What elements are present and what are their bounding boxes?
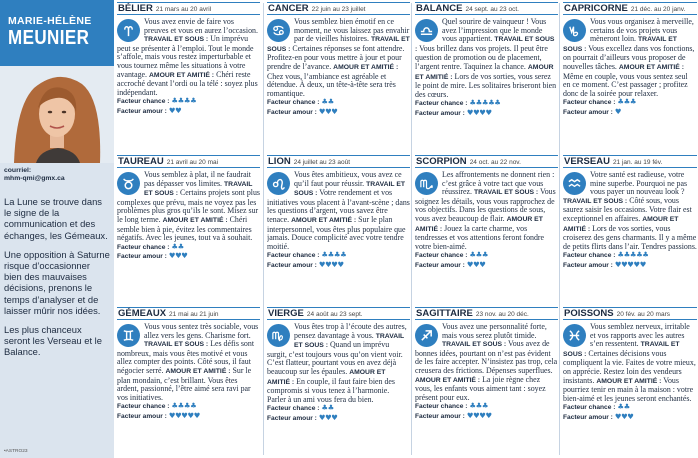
sign-header [267,307,410,320]
love-label: AMOUR ET AMITIÉ : [267,368,386,386]
email-label: courriel: [4,167,32,174]
sign-lead: Les affrontements ne donnent rien : c’est grâce à votre tact que vous réussirez. [442,170,555,197]
sign-lead: Vous êtes ambitieux, vous avez ce qu’il faut pour réussir. [294,170,402,188]
sign-lead: Vous vous organisez à merveille, certains de vos projets vous mèneront loin. [590,17,694,44]
work-label: TRAVAIL ET SOUS : [563,341,680,358]
sign-dates: 24 août au 23 sept. [306,311,363,318]
love-label: AMOUR ET AMITIÉ : [415,376,481,384]
love-factor-label: Facteur amour : [415,261,465,269]
heart-rating: ♥♥♥ [466,259,486,269]
sign-dates: 20 fév. au 20 mars [616,311,670,318]
love-factor-label: Facteur amour : [117,253,167,261]
luck-factor-label: Facteur chance : [267,405,320,413]
horoscope-poissons [563,307,697,457]
work-text: Les défis sont nombreux, mais vous êtes motivé et vous allez compter des points. Côté sous, il faut négocier serré. [117,339,255,375]
aries-icon [117,19,140,42]
taurus-icon [117,172,140,195]
author-last-name: MEUNIER [8,27,90,49]
luck-factor [415,251,558,261]
luck-factor-label: Facteur chance : [267,252,320,260]
work-text: Vous soignez les détails, vous vous rapprochez de vos objectifs. Dans les questions de sous, vous avez beaucoup de flair. [415,187,556,223]
heart-rating: ♥♥♥♥ [466,410,492,420]
love-factor [415,412,558,422]
luck-factor-label: Facteur chance : [267,99,320,107]
work-text: Vous avez de bonnes idées, pourtant on n’est pas évident de les faire accepter. N’insistez pas trop, cela creusera des frictions. Dépenses superflues. [415,339,558,375]
work-text: Côté sous, vous saurez saisir les occasions. Votre flair est exceptionnel en affaires. [563,195,692,223]
leo-icon [267,172,290,195]
sign-dates: 24 juillet au 23 août [293,159,351,166]
love-factor [267,261,410,271]
horoscope-balance [415,2,558,152]
virgo-icon [267,324,290,347]
sign-body [267,18,410,118]
cancer-icon [267,19,290,42]
heart-rating: ♥ [614,106,622,116]
sagittarius-icon [415,324,438,347]
work-text: Vous excellez dans vos fonctions, on pourrait d’ailleurs vous proposer de nouvelles tâches. [563,43,695,71]
author-email [4,167,65,183]
love-factor [415,109,558,119]
horoscope-belier [117,2,260,152]
sign-dates: 21 mai au 21 juin [169,311,219,318]
clover-rating: ♣♣♣♣ [171,96,197,106]
sign-name: BALANCE [416,3,463,14]
luck-factor-label: Facteur chance : [415,403,468,411]
luck-factor-label: Facteur chance : [415,100,468,108]
love-label: AMOUR ET AMITIÉ : [162,216,228,224]
love-text: Sur le plan interpersonnel, vous êtes plus populaire que jamais. Douce complicité avec votre tendre moitié. [267,214,406,251]
column-divider [263,3,264,455]
sign-dates: 21 déc. au 20 janv. [630,6,686,13]
clover-rating: ♣♣ [171,241,184,251]
sign-header [415,155,558,168]
love-label: AMOUR ET AMITIÉ : [415,63,554,81]
intro-paragraph: La Lune se trouve dans le signe de la communication et des échanges, les Gémeaux. [4,196,108,241]
work-label: TRAVAIL ET SOUS : [294,180,406,198]
sign-body [415,323,558,422]
author-banner [0,0,114,66]
luck-factor-label: Facteur chance : [117,243,170,251]
horoscope-gemeaux [117,307,260,457]
sign-name: LION [268,156,291,167]
sign-body [563,323,697,423]
sign-body [117,171,260,262]
sign-body [117,18,260,117]
sign-header [117,155,260,168]
clover-rating: ♣♣ [321,403,334,413]
luck-factor-label: Facteur chance : [117,403,170,411]
horoscope-lion [267,155,410,303]
heart-rating: ♥♥♥ [168,251,188,261]
sign-body [117,323,260,422]
sign-body [267,323,410,424]
horoscope-verseau [563,155,697,303]
sign-lead: Vous semblez à plat, il ne faudrait pas dépasser vos limites. [144,170,252,188]
luck-factor-label: Facteur chance : [415,252,468,260]
luck-factor-label: Facteur chance : [563,99,616,107]
horoscope-capricorne [563,2,697,152]
author-first-name: MARIE-HÉLÈNE [8,15,92,27]
sign-header [415,307,558,320]
luck-factor [267,98,410,108]
sign-lead: Vous êtes trop à l’écoute des autres, pensez davantage à vous. [294,322,407,340]
libra-icon [415,19,438,42]
luck-factor-label: Facteur chance : [563,252,616,260]
sign-dates: 21 avril au 20 mai [166,159,219,166]
clover-rating: ♣♣♣ [617,97,637,107]
sign-header [415,2,558,15]
love-factor [563,108,697,118]
sign-name: BÉLIER [118,3,153,14]
intro-paragraph: Une opposition à Saturne risque d’occasionner bien des mauvaises décisions, prenons le temps d’analyser et de laisser mûrir nos idées. [4,248,110,316]
sign-header [563,2,697,15]
sign-header [267,2,410,15]
love-factor [563,413,697,423]
love-label: AMOUR ET AMITIÉ : [618,63,684,71]
work-label: TRAVAIL ET SOUS : [474,189,539,197]
author-photo [0,66,114,163]
luck-factor [267,404,410,414]
sign-lead: Vous semblez nerveux, irritable et vos rapports avec les autres s’en ressentent. [590,322,690,349]
work-text: Certaines décisions vous compliquent la vie. Faites de votre mieux, on apprécie. Restez loin des vendeurs insistants. [563,348,696,385]
clover-rating: ♣♣♣ [469,401,489,411]
love-factor [117,107,260,117]
love-label: AMOUR ET AMITIÉ : [165,367,231,375]
love-text: Lors de vos sorties, vous serez le point de mire. Les solitaires briseront bien des cœurs. [415,71,557,99]
love-factor [267,108,410,118]
love-factor-label: Facteur amour : [267,414,317,422]
love-text: Vous pourriez tenir en main à la maison : votre bien-aimé et les jeunes seront enchantés. [563,375,694,403]
sign-name: POISSONS [564,308,614,319]
sign-lead: Vous avez envie de faire vos preuves et vous en aurez l’occasion. [144,17,258,35]
work-label: TRAVAIL ET SOUS : [144,36,209,44]
heart-rating: ♥♥ [168,105,182,115]
sign-lead: Vous avez une personnalité forte, mais vous serez plutôt timide. [442,322,547,340]
love-label: AMOUR ET AMITIÉ : [596,377,662,385]
sign-lead: Votre santé est radieuse, votre mine superbe. Pourquoi ne pas vous payer un nouveau look ? [590,170,688,197]
photo-credit: •ASTRO23 [4,449,28,454]
email-address: mhm-qmi@gmx.ca [4,175,65,182]
sign-header [267,155,410,168]
sign-name: CANCER [268,3,309,14]
luck-factor [563,98,697,108]
work-label: TRAVAIL ET SOUS : [144,180,253,198]
luck-factor-label: Facteur chance : [563,404,616,412]
clover-rating: ♣♣ [321,97,334,107]
sign-name: SAGITTAIRE [416,308,473,319]
work-text: Vous brillez dans vos projets. Il peut être question de promotion ou de placement, l’argent rentre. Taquinez la chance. [415,43,548,71]
sign-dates: 24 sept. au 23 oct. [465,6,519,13]
column-divider [559,3,560,455]
luck-factor [117,243,260,253]
love-text: Sur le plan mondain, c’est brillant. Vous êtes ardent, passionné, l’être aimé sera ravi par vos initiatives. [117,365,252,402]
heart-rating: ♥♥♥♥♥ [168,410,200,420]
love-factor-label: Facteur amour : [563,413,613,421]
gemini-icon [117,324,140,347]
horoscope-cancer [267,2,410,152]
work-label: TRAVAIL ET SOUS : [563,36,677,53]
sign-body [563,18,697,118]
sign-body [415,18,558,119]
horoscope-sagittaire [415,307,558,457]
love-factor-label: Facteur amour : [563,261,613,269]
clover-rating: ♣♣♣♣♣ [617,250,649,260]
heart-rating: ♥♥♥♥ [466,107,492,117]
scorpio-icon [415,172,438,195]
love-label: AMOUR ET AMITIÉ : [291,216,357,224]
clover-rating: ♣♣♣ [469,250,489,260]
sign-body [563,171,697,271]
love-text: Jouez la carte charme, vos tendresses et vos attentions feront fondre votre bien-aimé. [415,223,545,251]
horoscope-vierge [267,307,410,457]
work-text: Quand un imprévu surgit, c’est toujours vous qu’on vient voir. C’est flatteur, pourtant vous en avez déjà beaucoup sur les épaules. [267,340,403,376]
love-factor [415,261,558,271]
clover-rating: ♣♣ [617,402,630,412]
work-label: TRAVAIL ET SOUS : [267,36,410,53]
work-label: TRAVAIL ET SOUS : [294,332,405,350]
sign-lead: Quel sourire de vainqueur ! Vous avez l’impression que le monde vous appartient. [442,17,547,44]
sign-name: SCORPION [416,156,467,167]
heart-rating: ♥♥♥ [318,106,338,116]
sign-dates: 21 jan. au 19 fév. [612,159,663,166]
clover-rating: ♣♣♣♣♣ [469,98,501,108]
sign-dates: 22 juin au 23 juillet [311,6,366,13]
work-text: Certaines réponses se font attendre. Profitez-en pour vous mettre à jour et pour prendre de l’avance. [267,43,405,71]
love-factor [563,261,697,271]
sign-dates: 24 oct. au 22 nov. [469,159,521,166]
love-text: Chez vous, l’ambiance est agréable et détendue. À deux, un tête-à-tête sera très romantique. [267,71,396,98]
sign-body [267,171,410,271]
work-label: TRAVAIL ET SOUS : [563,197,628,205]
love-factor-label: Facteur amour : [267,261,317,269]
work-label: TRAVAIL ET SOUS : [415,36,555,53]
sign-dates: 23 nov. au 20 déc. [475,311,529,318]
love-label: AMOUR ET AMITIÉ : [415,215,543,233]
sign-lead: Vous vous sentez très sociable, vous allez vers les gens. Charisme fort. [144,322,259,340]
love-text: Chéri semble bien à pie, évitez les commentaires négatifs. Avec les jeunes, tout va à souhait. [117,214,253,243]
sign-header [563,307,697,320]
horoscope-scorpion [415,155,558,303]
sign-name: TAUREAU [118,156,164,167]
clover-rating: ♣♣♣♣ [171,401,197,411]
luck-factor [117,97,260,107]
love-factor [267,414,410,424]
sign-header [563,155,697,168]
love-factor-label: Facteur amour : [117,107,167,115]
heart-rating: ♥♥♥ [614,411,634,421]
work-text: Un imprévu peut se présenter à l’emploi. Tout le monde s’affole, mais vous restez imperturbable et vous tournez même les situations à votre avantage. [117,34,254,79]
love-text: Même en couple, vous vous sentez seul en ce moment. C’est passager ; profitez donc de la soirée pour relaxer. [563,71,688,98]
sign-name: CAPRICORNE [564,3,628,14]
love-factor [117,252,260,262]
horoscope-taureau [117,155,260,303]
sign-name: VERSEAU [564,156,610,167]
work-text: Votre rendement et vos initiatives vous placent à l’avant-scène ; dans les questions d’argent, vous savez être tenace. [267,188,410,224]
work-label: TRAVAIL ET SOUS : [442,341,507,349]
sign-header [117,2,260,15]
sign-dates: 21 mars au 20 avril [155,6,212,13]
love-text: En couple, il faut faire bien des compromis si vous tenez à l’harmonie. Parler à un ami vous fera du bien. [267,376,395,404]
luck-factor-label: Facteur chance : [117,98,170,106]
sign-name: GÉMEAUX [118,308,167,319]
column-divider [411,3,412,455]
intro-text [4,196,110,366]
love-factor-label: Facteur amour : [415,412,465,420]
pisces-icon [563,324,586,347]
aquarius-icon [563,172,586,195]
sign-header [117,307,260,320]
love-factor-label: Facteur amour : [117,412,167,420]
heart-rating: ♥♥♥♥♥ [614,259,646,269]
sidebar [0,0,114,458]
love-text: Lors de vos sorties, vous croiserez des gens charmants. Il y a même de petits flirts dans l’air. Tendres passions. [563,223,697,251]
love-factor-label: Facteur amour : [563,108,613,116]
love-factor [117,412,260,422]
love-label: AMOUR ET AMITIÉ : [333,63,399,71]
intro-paragraph: Les plus chanceux seront les Verseau et le Balance. [4,324,102,358]
heart-rating: ♥♥♥♥ [318,259,344,269]
love-text: La joie règne chez vous, les enfants vous aiment tant : soyez présent pour eux. [415,374,546,402]
work-text: Certains projets sont plus complexes que prévu, mais ne voyez pas les problèmes plus gros qu’ils le sont. Misez sur le long terme. [117,188,260,224]
capricorn-icon [563,19,586,42]
love-factor-label: Facteur amour : [415,109,465,117]
sign-body [415,171,558,271]
work-label: TRAVAIL ET SOUS : [144,341,209,349]
sign-lead: Vous semblez bien émotif en ce moment, ne vous laissez pas envahir par de vieilles histoires. [294,17,410,44]
love-factor-label: Facteur amour : [267,108,317,116]
clover-rating: ♣♣♣♣ [321,250,347,260]
love-label: AMOUR ET AMITIÉ : [149,71,215,79]
love-text: Chéri reste accroché devant l’ordi ou la télé : soyez plus indépendant. [117,69,258,97]
sign-name: VIERGE [268,308,304,319]
love-label: AMOUR ET AMITIÉ : [563,215,679,233]
heart-rating: ♥♥♥ [318,412,338,422]
